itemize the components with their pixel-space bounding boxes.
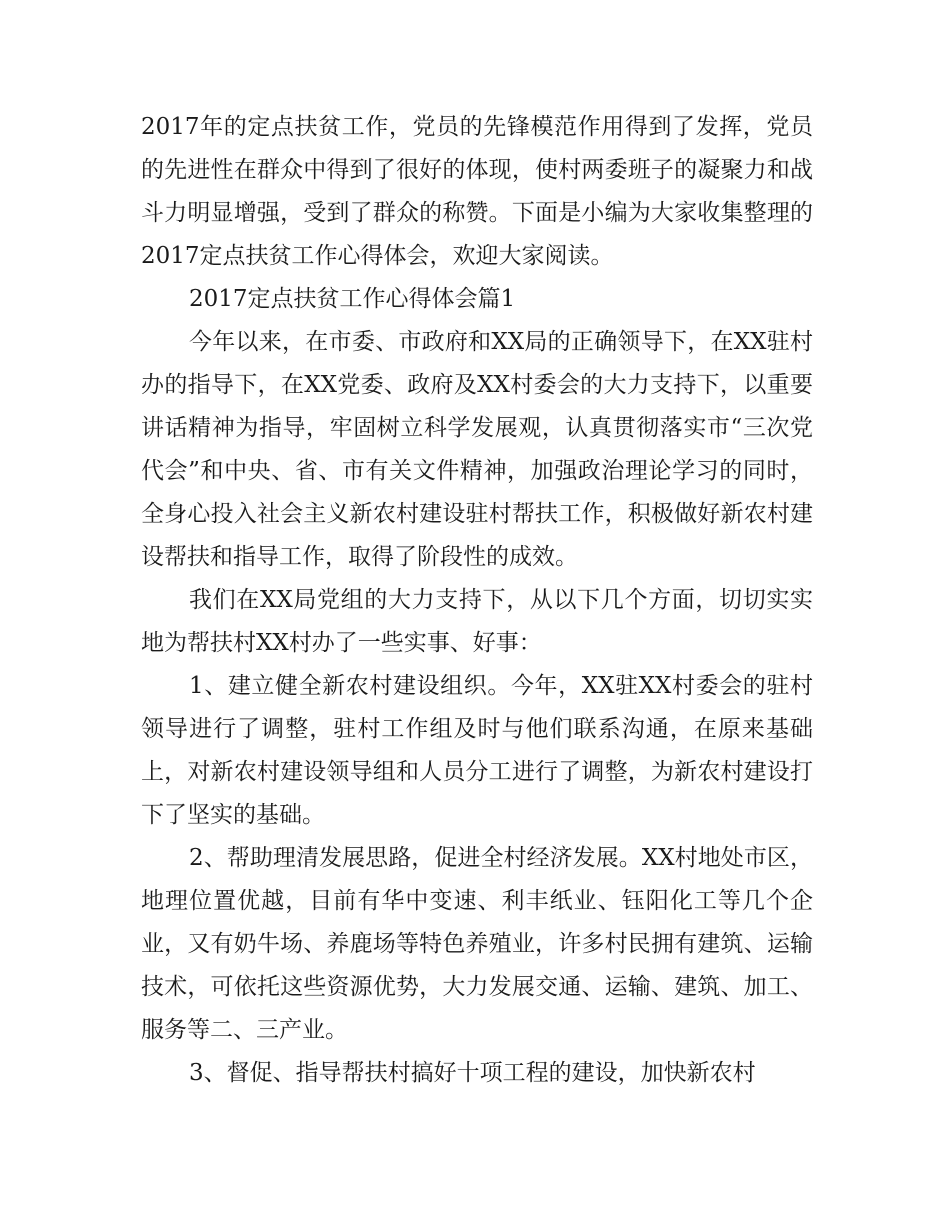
body-paragraph-2: 我们在XX局党组的大力支持下，从以下几个方面，切切实实地为帮扶村XX村办了一些实事、好事： bbox=[141, 587, 813, 656]
document-body bbox=[141, 106, 813, 1095]
body-paragraph-1: 今年以来，在市委、市政府和XX局的正确领导下，在XX驻村办的指导下，在XX党委、政府及XX村委会的大力支持下，以重要讲话精神为指导，牢固树立科学发展观，认真贯彻落实市“三次党代会”和中央、省、市有关文件精神，加强政治理论学习的同时，全身心投入社会主义新农村建设驻村帮扶工作，积极做好新农村建设帮扶和指导工作，取得了阶段性的成效。 bbox=[141, 329, 813, 570]
intro-paragraph: 2017年的定点扶贫工作，党员的先锋模范作用得到了发挥，党员的先进性在群众中得到了很好的体现，使村两委班子的凝聚力和战斗力明显增强，受到了群众的称赞。下面是小编为大家收集整理的2017定点扶贫工作心得体会，欢迎大家阅读。 bbox=[141, 114, 813, 269]
body-paragraph-5: 3、督促、指导帮扶村搞好十项工程的建设，加快新农村 bbox=[189, 1060, 756, 1086]
body-paragraph-3: 1、建立健全新农村建设组织。今年，XX驻XX村委会的驻村领导进行了调整，驻村工作组及时与他们联系沟通，在原来基础上，对新农村建设领导组和人员分工进行了调整，为新农村建设打下了坚实的基础。 bbox=[141, 673, 813, 828]
section-title: 2017定点扶贫工作心得体会篇1 bbox=[189, 286, 516, 312]
body-paragraph-4: 2、帮助理清发展思路，促进全村经济发展。XX村地处市区，地理位置优越，目前有华中变速、利丰纸业、钰阳化工等几个企业，又有奶牛场、养鹿场等特色养殖业，许多村民拥有建筑、运输技术，可依托这些资源优势，大力发展交通、运输、建筑、加工、服务等二、三产业。 bbox=[141, 845, 813, 1043]
